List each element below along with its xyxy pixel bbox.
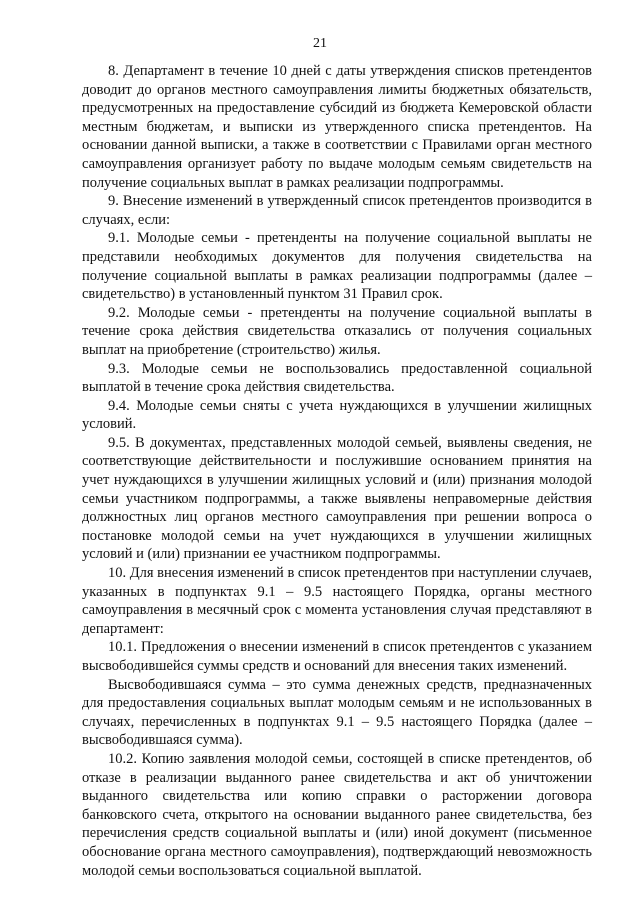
- paragraph-9: 9. Внесение изменений в утвержденный список претендентов производится в случаях, если:: [82, 193, 592, 228]
- document-body: [82, 62, 592, 880]
- paragraph-10: 10. Для внесения изменений в список претендентов при наступлении случаев, указанных в подпунктах 9.1 – 9.5 настоящего Порядка, органы местного самоуправления в месячный срок с момента установления случая представляют в департамент:: [82, 565, 592, 637]
- paragraph-8: 8. Департамент в течение 10 дней с даты утверждения списков претендентов доводит до органов местного самоуправления лимиты бюджетных обязательств, предусмотренных на предоставление субсидий из бюджета Кемеровской области местным бюджетам, и выписки из утвержденного списка претендентов. На основании данной выписки, а также в соответствии с Правилами орган местного самоуправления организует работу по выдаче молодым семьям свидетельств на получение социальных выплат в рамках реализации подпрограммы.: [82, 63, 592, 191]
- page-number: 21: [313, 36, 327, 51]
- paragraph-10-1: 10.1. Предложения о внесении изменений в список претендентов с указанием высвободившейся суммы средств и оснований для внесения таких изменений.: [82, 639, 592, 674]
- paragraph-9-2: 9.2. Молодые семьи - претенденты на получение социальной выплаты в течение срока действия свидетельства отказались от получения социальных выплат на приобретение (строительство) жилья.: [82, 304, 592, 358]
- paragraph-9-1: 9.1. Молодые семьи - претенденты на получение социальной выплаты не представили необходимых документов для получения свидетельства на получение социальной выплаты в рамках реализации подпрограммы (далее – свидетельство) в установленный пунктом 31 Правил срок.: [82, 230, 592, 303]
- paragraph-9-3: 9.3. Молодые семьи не воспользовались предоставленной социальной выплатой в течение срока действия свидетельства.: [82, 360, 592, 396]
- paragraph-9-5: 9.5. В документах, представленных молодой семьей, выявлены сведения, не соответствующие действительности и послужившие основанием принятия на учет нуждающихся в улучшении жилищных условий и (или) признания молодой семьи участником подпрограммы, а также выявлены неправомерные действия должностных лиц органов местного самоуправления при решении вопроса о постановке молодой семьи на учет нуждающихся в улучшении жилищных условий и (или) признании ее участником подпрограммы.: [82, 434, 592, 563]
- paragraph-9-4: 9.4. Молодые семьи сняты с учета нуждающихся в улучшении жилищных условий.: [82, 397, 592, 433]
- paragraph-released-amount: Высвободившаяся сумма – это сумма денежных средств, предназначенных для предоставления социальных выплат молодым семьям и не использованных в случаях, перечисленных в подпунктах 9.1 – 9.5 настоящего Порядка (далее – высвободившаяся сумма).: [82, 676, 592, 749]
- paragraph-10-2: 10.2. Копию заявления молодой семьи, состоящей в списке претендентов, об отказе в реализации выданного ранее свидетельства и акт об уничтожении выданного свидетельства или копию справки о расторжении договора банковского счета, открытого на основании выданного ранее свидетельства, без перечисления средств социальной выплаты и (или) иной документ (письменное обоснование органа местного самоуправления), подтверждающий невозможность молодой семьи воспользоваться социальной выплатой.: [82, 750, 592, 879]
